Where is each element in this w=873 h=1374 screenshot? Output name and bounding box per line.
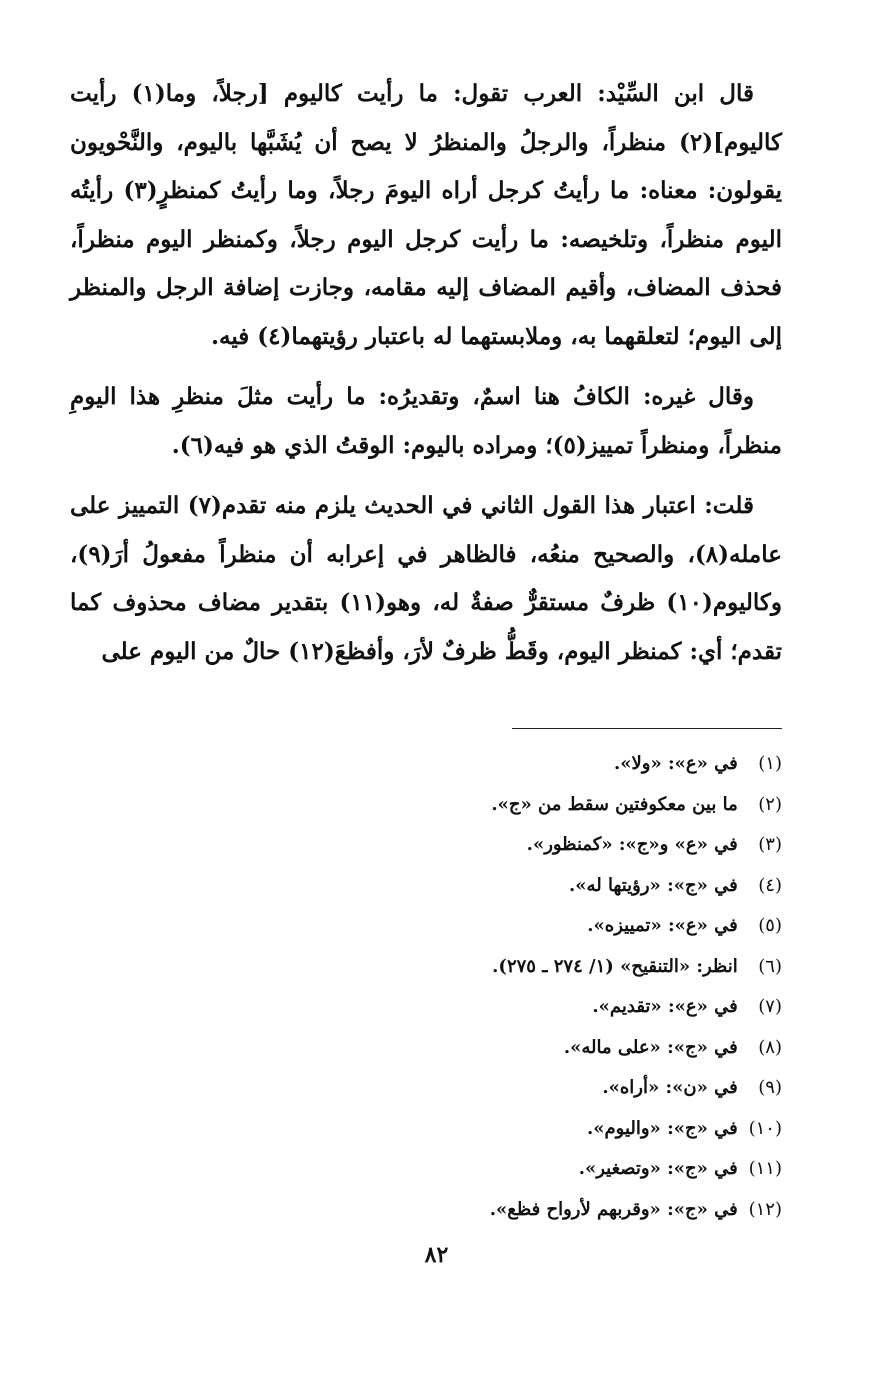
footnote-text: في «ج»: «وقربهم لأرواح فظع». (489, 1198, 738, 1220)
footnote (222, 947, 782, 988)
paragraph: قال ابن السِّيْد: العرب تقول: ما رأيت كاليوم [رجلاً، وما(١) رأيت كاليوم](٢) منظراً، والرجلُ والمنظرُ لا يصح أن يُشَبَّها باليوم، والنَّحْويون يقولون: معناه: ما رأيتُ كرجل أراه اليومَ رجلاً، وما رأيتُ كمنظرٍ(٣) رأيتُه اليوم منظراً، وتلخيصه: ما رأيت كرجل اليوم رجلاً، وكمنظر اليوم منظراً، فحذف المضاف، وأقيم المضاف إليه مقامه، وجازت إضافة الرجل والمنظر إلى اليوم؛ لتعلقهما به، وملابستهما له باعتبار رؤيتهما(٤) فيه. (70, 80, 782, 350)
footnote-number: (٤) (758, 874, 782, 896)
footnote-number: (٧) (758, 996, 782, 1017)
footnote-text: في «ج»: «وتصغير». (578, 1158, 738, 1179)
footnote (222, 785, 782, 826)
footnote-text: في «ج»: «واليوم». (586, 1117, 738, 1139)
main-text (70, 70, 782, 688)
footnote-number: (١٠) (748, 1117, 782, 1139)
footnotes (222, 744, 782, 1230)
footnote-number: (٥) (758, 915, 782, 936)
paragraph: وقال غيره: الكافُ هنا اسمٌ، وتقديرُه: ما رأيت مثلَ منظرِ هذا اليومِ منظراً، ومنظراً تمييز(٥)؛ ومراده باليوم: الوقتُ الذي هو فيه(٦). (70, 383, 782, 459)
footnote (222, 987, 782, 1028)
footnote (222, 1068, 782, 1109)
footnote (222, 1028, 782, 1069)
footnote-number: (٨) (758, 1036, 782, 1058)
footnote (222, 1190, 782, 1231)
footnote-number: (١) (758, 753, 782, 774)
footnote-text: في «ع»: «تقديم». (592, 996, 738, 1017)
footnote-separator (512, 728, 782, 729)
footnote-text: ما بين معكوفتين سقط من «ج». (491, 793, 738, 815)
footnote (222, 1109, 782, 1150)
footnote-text: في «ن»: «أراه». (602, 1077, 738, 1098)
footnote-text: في «ج»: «على ماله». (563, 1036, 738, 1058)
footnote-text: في «ج»: «رؤيتها له». (569, 874, 738, 896)
footnote-number: (٣) (758, 834, 782, 855)
footnote-number: (١١) (748, 1158, 782, 1179)
footnote-text: في «ع» و«ج»: «كمنظور». (526, 834, 738, 855)
page-number: ٨٢ (424, 1242, 449, 1268)
footnote-number: (٢) (758, 793, 782, 815)
paragraph: قلت: اعتبار هذا القول الثاني في الحديث يلزم منه تقدم(٧) التمييز على عامله(٨)، والصحيح منعُه، فالظاهر في إعرابه أن منظراً مفعولُ أرَ(٩)، وكاليوم(١٠) ظرفٌ مستقرٌّ صفةٌ له، وهو(١١) بتقدير مضاف محذوف كما تقدم؛ أي: كمنظر اليوم، وقَطُّ ظرفٌ لأرَ، وأفظعَ(١٢) حالٌ من اليوم على (70, 492, 782, 665)
footnote-number: (٩) (758, 1077, 782, 1098)
footnote-text: في «ع»: «تمييزه». (587, 915, 738, 936)
footnote (222, 906, 782, 947)
footnote (222, 1149, 782, 1190)
footnote-text: في «ع»: «ولا». (613, 753, 738, 774)
footnote (222, 866, 782, 907)
footnote-number: (٦) (758, 955, 782, 977)
footnote (222, 825, 782, 866)
footnote-number: (١٢) (748, 1198, 782, 1220)
footnote-text: انظر: «التنقيح» (١/ ٢٧٤ ـ ٢٧٥). (492, 955, 738, 977)
footnote (222, 744, 782, 785)
